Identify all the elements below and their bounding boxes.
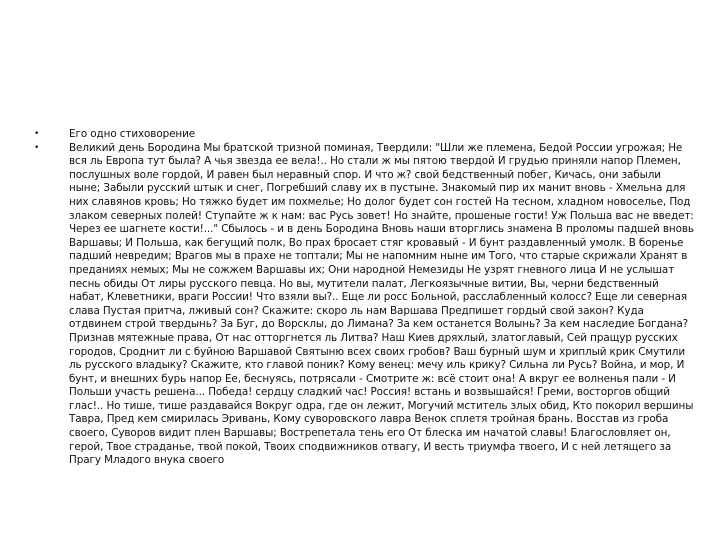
bullet-list [34,128,694,468]
bullet-marker: • [34,129,40,139]
bullet-item-poem [34,142,694,468]
bullet-item-title [34,128,694,142]
bullet-marker: • [34,142,40,153]
poem-text: Великий день Бородина Мы братской тризной поминая, Твердили: "Шли же племена, Бедой России угрожая; Не вся ль Европа тут была? А чья звезда ее вела!.. Но стали ж мы пятою твердой И грудью приняли напор Племен, послушных воле гордой, И равен был неравный спор. И что ж? свой бедственный побег, Кичась, они забыли ныне; Забыли русский штык и снег, Погребший славу их в пустыне. Знакомый пир их манит вновь - Хмельна для них славянов кровь; Но тяжко будет им похмелье; Но долог будет сон гостей На тесном, хладном новоселье, Под злаком северных полей! Ступайте ж к нам: вас Русь зовет! Но знайте, прошеные гости! Уж Польша вас не введет: Через ее шагнете кости!..." Сбылось - и в день Бородина Вновь наши вторглись знамена В проломы падшей вновь Варшавы; И Польша, как бегущий полк, Во прах бросает стяг кровавый - И бунт раздавленный умолк. В боренье падший невредим; Врагов мы в прахе не топтали; Мы не напомним ныне им Того, что старые скрижали Хранят в преданиях немых; Мы не сожжем Варшавы их; Они народной Немезиды Не узрят гневного лица И не услышат песнь обиды От лиры русского певца. Но вы, мутители палат, Легкоязычные витии, Вы, черни бедственный набат, Клеветники, враги России! Что взяли вы?.. Еще ли росс Больной, расслабленный колосс? Еще ли северная слава Пустая притча, лживый сон? Скажите: скоро ль нам Варшава Предпишет гордый свой закон? Куда отдвинем строй твердынь? За Буг, до Ворсклы, до Лимана? За кем останется Волынь? За кем наследие Богдана? Признав мятежные права, От нас отторгнется ль Литва? Наш Киев дряхлый, златоглавый, Сей пращур русских городов, Сроднит ли с буйною Варшавой Святыню всех своих гробов? Ваш бурный шум и хриплый крик Смутили ль русского владыку? Скажите, кто главой поник? Кому венец: мечу иль крику? Сильна ли Русь? Война, и мор, И бунт, и внешних бурь напор Ее, беснуясь, потрясали - Смотрите ж: всё стоит она! А вкруг ее волненья пали - И Польши участь решена... Победа! сердцу сладкий час! Россия! встань и возвышайся! Греми, восторгов общий глас!.. Но тише, тише раздавайся Вокруг одра, где он лежит, Могучий мститель злых обид, Кто покорил вершины Тавра, Пред кем смирилась Эривань, Кому суворовского лавра Венок сплетя тройная брань. Восстав из гроба своего, Суворов видит плен Варшавы; Вострепетала тень его От блеска им начатой славы! Благословляет он, герой, Твое страданье, твой покой, Твоих сподвижников отвагу, И весть триумфа твоего, И с ней летящего за Прагу Младого внука своего [69,141,694,467]
bullet-text: Его одно стиховорение [69,128,196,140]
